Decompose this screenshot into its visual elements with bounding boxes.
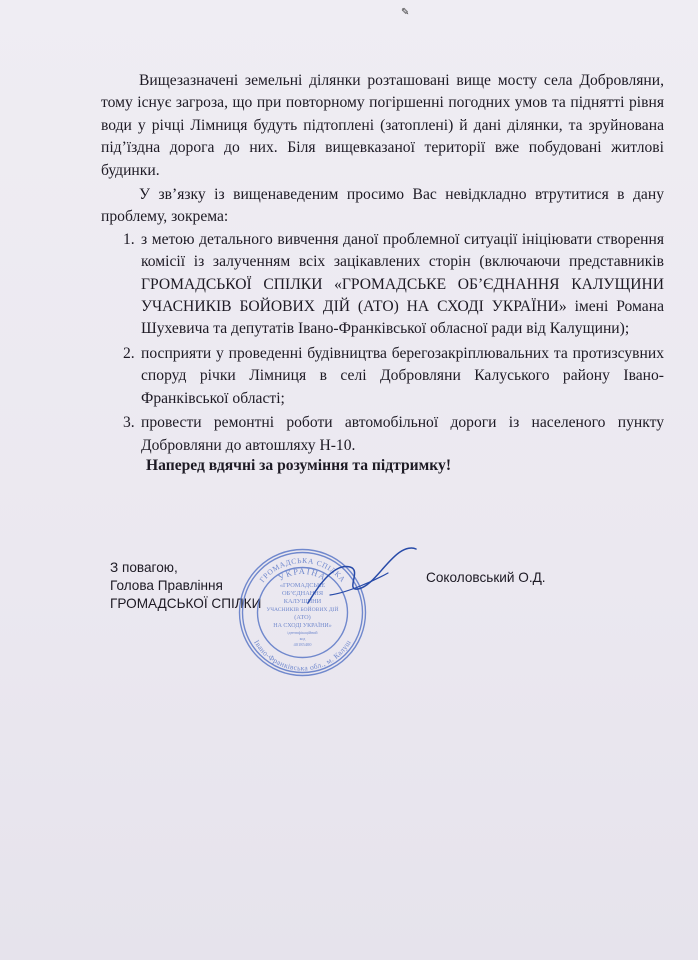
letter-body: [101, 70, 664, 457]
stamp-arc-bottom: Івано-Франківська обл., м. Калуш: [252, 638, 353, 673]
stamp-line: код: [299, 636, 306, 641]
request-list: [101, 229, 664, 457]
list-item: [101, 229, 664, 341]
stamp-line: ідентифікаційний: [287, 630, 318, 635]
closing-thanks: Наперед вдячні за розуміння та підтримку!: [146, 457, 452, 474]
list-number: 3.: [123, 414, 135, 432]
stamp-country: УКРАЇНА: [276, 565, 329, 583]
stamp-line: УЧАСНИКІВ БОЙОВИХ ДІЙ: [266, 607, 339, 613]
stamp-line: КАЛУЩИНИ: [283, 598, 322, 605]
stamp-line: (АТО): [294, 614, 311, 621]
salutation: З повагою,: [110, 560, 178, 575]
list-item: [101, 343, 664, 410]
handwritten-signature: [300, 543, 420, 618]
stamp-line: ОБ’ЄДНАННЯ: [281, 590, 324, 597]
paragraph: У зв’язку із вищенаведеним просимо Вас невідкладно втрутитися в дану проблему, зокрема:: [101, 186, 664, 226]
stamp-arc-top: ГРОМАДСЬКА СПІЛКА: [257, 555, 348, 585]
list-item: [101, 412, 664, 457]
signer-position: Голова Правління: [110, 578, 223, 593]
stamp-line: НА СХОДІ УКРАЇНИ»: [273, 623, 332, 629]
signer-name: Соколовський О.Д.: [426, 570, 546, 585]
scan-mark: ✎: [401, 7, 410, 18]
list-number: 1.: [123, 230, 135, 248]
stamp-line: «ГРОМАДСЬКЕ: [279, 582, 326, 589]
list-number: 2.: [123, 344, 135, 362]
stamp-line: 40185400: [293, 642, 312, 647]
paragraph: Вищезазначені земельні ділянки розташовані вище мосту села Добровляни, тому існує загроза, що при повторному погіршенні погодних умов та піднятті рівня води у річці Лімниця будуть підтоплені (затоплені) й дані ділянки, та зруйнована під’їздна дорога до них. Біля вищевказаної території вже побудовані житлові будинки.: [101, 72, 664, 179]
list-item-text: провести ремонтні роботи автомобільної дороги із населеного пункту Добровляни до автошляху Н-10.: [141, 414, 664, 454]
list-item-text: з метою детального вивчення даної проблемної ситуації ініціювати створення комісії із залученням всіх зацікавлених сторін (включаючи представників ГРОМАДСЬКОЇ СПІЛКИ «ГРОМАДСЬКЕ ОБ’ЄДНАННЯ КАЛУЩИНИ УЧАСНИКІВ БОЙОВИХ ДІЙ (АТО) НА СХОДІ УКРАЇНИ» імені Романа Шухевича та депутатів Івано-Франківської обласної ради від Калущини);: [141, 230, 664, 338]
signer-organization: ГРОМАДСЬКОЇ СПІЛКИ: [110, 596, 262, 611]
list-item-text: посприяти у проведенні будівництва берегозакріплювальних та протизсувних споруд річки Лімниця в селі Добровляни Калуського району Івано-Франківської області;: [141, 344, 664, 407]
